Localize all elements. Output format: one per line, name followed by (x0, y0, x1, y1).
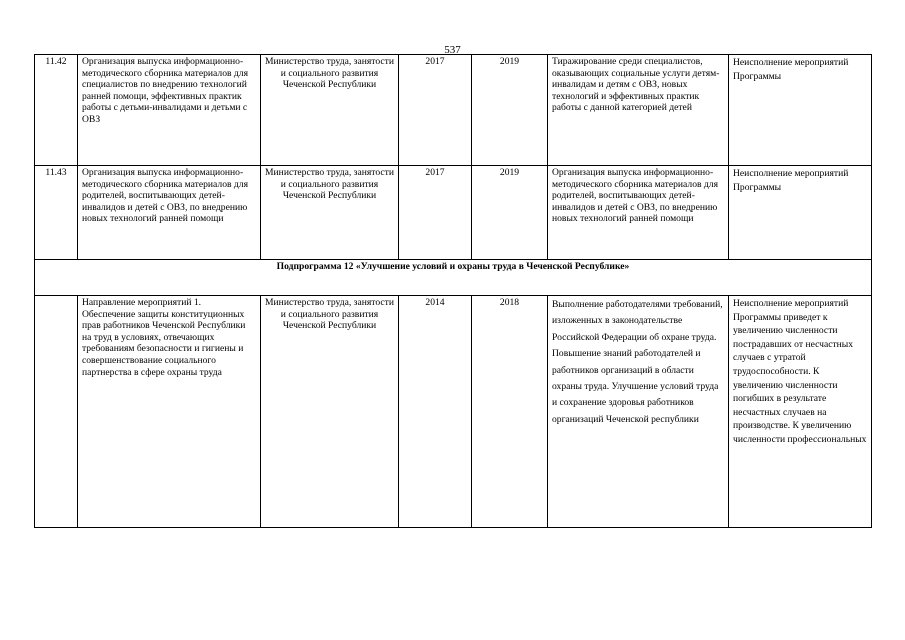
page-number: 537 (444, 44, 461, 56)
start-year-cell: 2014 (399, 296, 472, 528)
end-year-cell: 2019 (472, 166, 548, 260)
end-year-cell: 2018 (472, 296, 548, 528)
executor-cell: Министерство труда, занятости и социального развития Чеченской Республики (261, 166, 399, 260)
result-cell: Тиражирование среди специалистов, оказывающих социальные услуги детям-инвалидам и детям с ОВЗ, новых технологий и эффективных практик работы с данной категорией детей (548, 55, 729, 166)
risk-cell: Неисполнение мероприятий Программы приведет к увеличению численности пострадавших от несчастных случаев с утратой трудоспособности. К увеличению численности погибших в результате несчастных случаев на производстве. К увеличению численности профессиональных (729, 296, 872, 528)
risk-cell: Неисполнение мероприятий Программы (729, 55, 872, 166)
table-row (35, 55, 872, 166)
table-row (35, 296, 872, 528)
result-cell: Выполнение работодателями требований, изложенных в законодательстве Российской Федерации об охране труда. Повышение знаний работодателей и работников организаций в области охраны труда. Улучшение условий труда и сохранение здоровья работников организаций Чеченской республики (548, 296, 729, 528)
end-year-cell: 2019 (472, 55, 548, 166)
start-year-cell: 2017 (399, 55, 472, 166)
subprogram-title: Подпрограмма 12 «Улучшение условий и охраны труда в Чеченской Республике» (35, 260, 872, 296)
table-row (35, 166, 872, 260)
measures-table (34, 54, 872, 528)
start-year-cell: 2017 (399, 166, 472, 260)
result-cell: Организация выпуска информационно-методического сборника материалов для родителей, воспитывающих детей-инвалидов и детей с ОВЗ, по внедрению новых технологий ранней помощи (548, 166, 729, 260)
action-cell: Организация выпуска информационно-методического сборника материалов для специалистов по внедрению технологий ранней помощи, эффективных практик работы с детьми-инвалидами и детьми с ОВЗ (78, 55, 261, 166)
subprogram-row (35, 260, 872, 296)
executor-cell: Министерство труда, занятости и социального развития Чеченской Республики (261, 55, 399, 166)
risk-cell: Неисполнение мероприятий Программы (729, 166, 872, 260)
row-number: 11.42 (35, 55, 78, 166)
row-number (35, 296, 78, 528)
action-cell: Организация выпуска информационно-методического сборника материалов для родителей, воспитывающих детей-инвалидов и детей с ОВЗ, по внедрению новых технологий ранней помощи (78, 166, 261, 260)
row-number: 11.43 (35, 166, 78, 260)
action-cell: Направление мероприятий 1. Обеспечение защиты конституционных прав работников Чеченской Республики на труд в условиях, отвечающих требованиям безопасности и гигиены и совершенствование социального партнерства в сфере охраны труда (78, 296, 261, 528)
executor-cell: Министерство труда, занятости и социального развития Чеченской Республики (261, 296, 399, 528)
